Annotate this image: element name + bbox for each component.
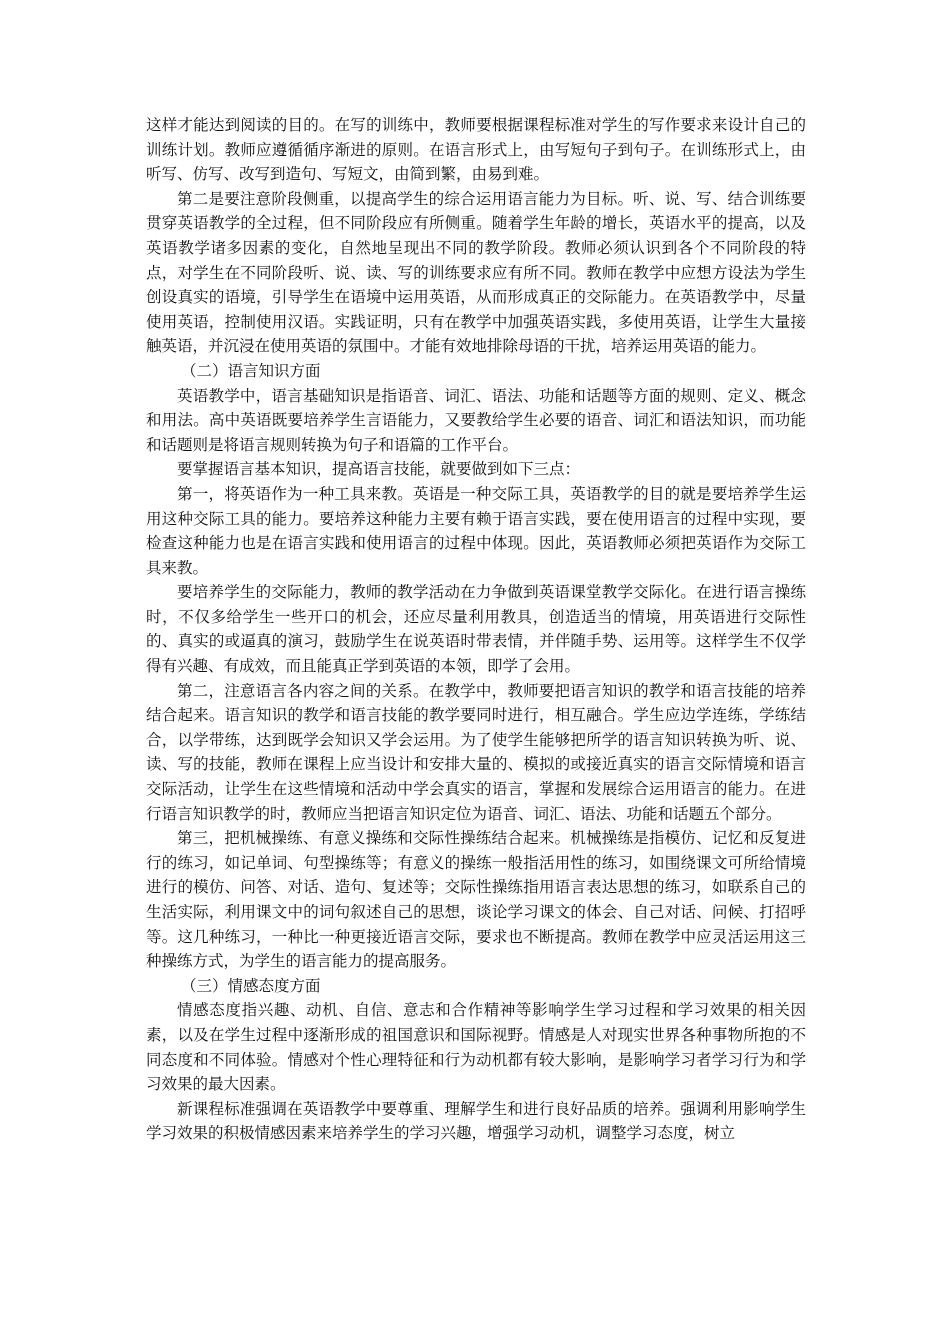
section-heading-emotional-attitude: （三）情感态度方面 — [181, 976, 321, 995]
paragraph-new-curriculum: 新课程标准强调在英语教学中要尊重、理解学生和进行良好品质的培养。强调利用影响学生学习效果的积极情感因素来培养学生的学习兴趣，增强学习动机，调整学习态度，树立 — [146, 1099, 806, 1143]
paragraph-continued: 这样才能达到阅读的目的。在写的训练中，教师要根据课程标准对学生的写作要求来设计自己的训练计划。教师应遵循循序渐进的原则。在语言形式上，由写短句子到句子。在训练形式上，由听写、仿写、改写到造句、写短文，由简到繁，由易到难。 — [146, 116, 806, 184]
paragraph-point-one: 第一，将英语作为一种工具来教。英语是一种交际工具，英语教学的目的就是要培养学生运用这种交际工具的能力。要培养这种能力主要有赖于语言实践，要在使用语言的过程中实现，要检查这种能力也是在语言实践和使用语言的过程中体现。因此，英语教师必须把英语作为交际工具来教。 — [146, 484, 806, 577]
document-body — [146, 113, 806, 1146]
section-heading-language-knowledge: （二）语言知识方面 — [181, 361, 321, 380]
paragraph-stage-focus: 第二是要注意阶段侧重，以提高学生的综合运用语言能力为目标。听、说、写、结合训练要贯穿英语教学的全过程，但不同阶段应有所侧重。随着学生年龄的增长，英语水平的提高，以及英语教学诸多因素的变化，自然地呈现出不同的教学阶段。教师必须认识到各个不同阶段的特点，对学生在不同阶段听、说、读、写的训练要求应有所不同。教师在教学中应想方设法为学生创设真实的语境，引导学生在语境中运用英语，从而形成真正的交际能力。在英语教学中，尽量使用英语，控制使用汉语。实践证明，只有在教学中加强英语实践，多使用英语，让学生大量接触英语，并沉浸在使用英语的氛围中。才能有效地排除母语的干扰，培养运用英语的能力。 — [146, 189, 806, 356]
paragraph-language-basics: 英语教学中，语言基础知识是指语音、词汇、语法、功能和话题等方面的规则、定义、概念和用法。高中英语既要培养学生言语能力，又要教给学生必要的语音、词汇和语法知识，而功能和话题则是将语言规则转换为句子和语篇的工作平台。 — [146, 386, 806, 454]
paragraph-point-two: 第二，注意语言各内容之间的关系。在教学中，教师要把语言知识的教学和语言技能的培养结合起来。语言知识的教学和语言技能的教学要同时进行，相互融合。学生应边学连练，学练结合，以学带练，达到既学会知识又学会运用。为了使学生能够把所学的语言知识转换为听、说、读、写的技能，教师在课程上应当设计和安排大量的、模拟的或接近真实的语言交际情境和语言交际活动，让学生在这些情境和活动中学会真实的语言，掌握和发展综合运用语言的能力。在进行语言知识教学的时，教师应当把语言知识定位为语音、词汇、语法、功能和话题五个部分。 — [146, 681, 806, 823]
paragraph-three-points-intro: 要掌握语言基本知识，提高语言技能，就要做到如下三点： — [177, 460, 581, 479]
paragraph-point-three: 第三，把机械操练、有意义操练和交际性操练结合起来。机械操练是指模仿、记忆和反复进行的练习，如记单词、句型操练等；有意义的操练一般指活用性的练习，如围绕课文可所给情境进行的模仿、问答、对话、造句、复述等；交际性操练指用语言表达思想的练习，如联系自己的生活实际，利用课文中的词句叙述自己的思想，谈论学习课文的体会、自己对话、问候、打招呼等。这几种练习，一种比一种更接近语言交际，要求也不断提高。教师在教学中应灵活运用这三种操练方式，为学生的语言能力的提高服务。 — [146, 829, 806, 971]
paragraph-communicative-ability: 要培养学生的交际能力，教师的教学活动在力争做到英语课堂教学交际化。在进行语言操练时，不仅多给学生一些开口的机会，还应尽量利用教具，创造适当的情境，用英语进行交际性的、真实的或逼真的演习，鼓励学生在说英语时带表情，并伴随手势、运用等。这样学生不仅学得有兴趣、有成效，而且能真正学到英语的本领，即学了会用。 — [146, 583, 806, 676]
paragraph-emotional-definition: 情感态度指兴趣、动机、自信、意志和合作精神等影响学生学习过程和学习效果的相关因素，以及在学生过程中逐渐形成的祖国意识和国际视野。情感是人对现实世界各种事物所抱的不同态度和不同体验。情感对个性心理特征和行为动机都有较大影响，是影响学习者学习行为和学习效果的最大因素。 — [146, 1001, 806, 1094]
